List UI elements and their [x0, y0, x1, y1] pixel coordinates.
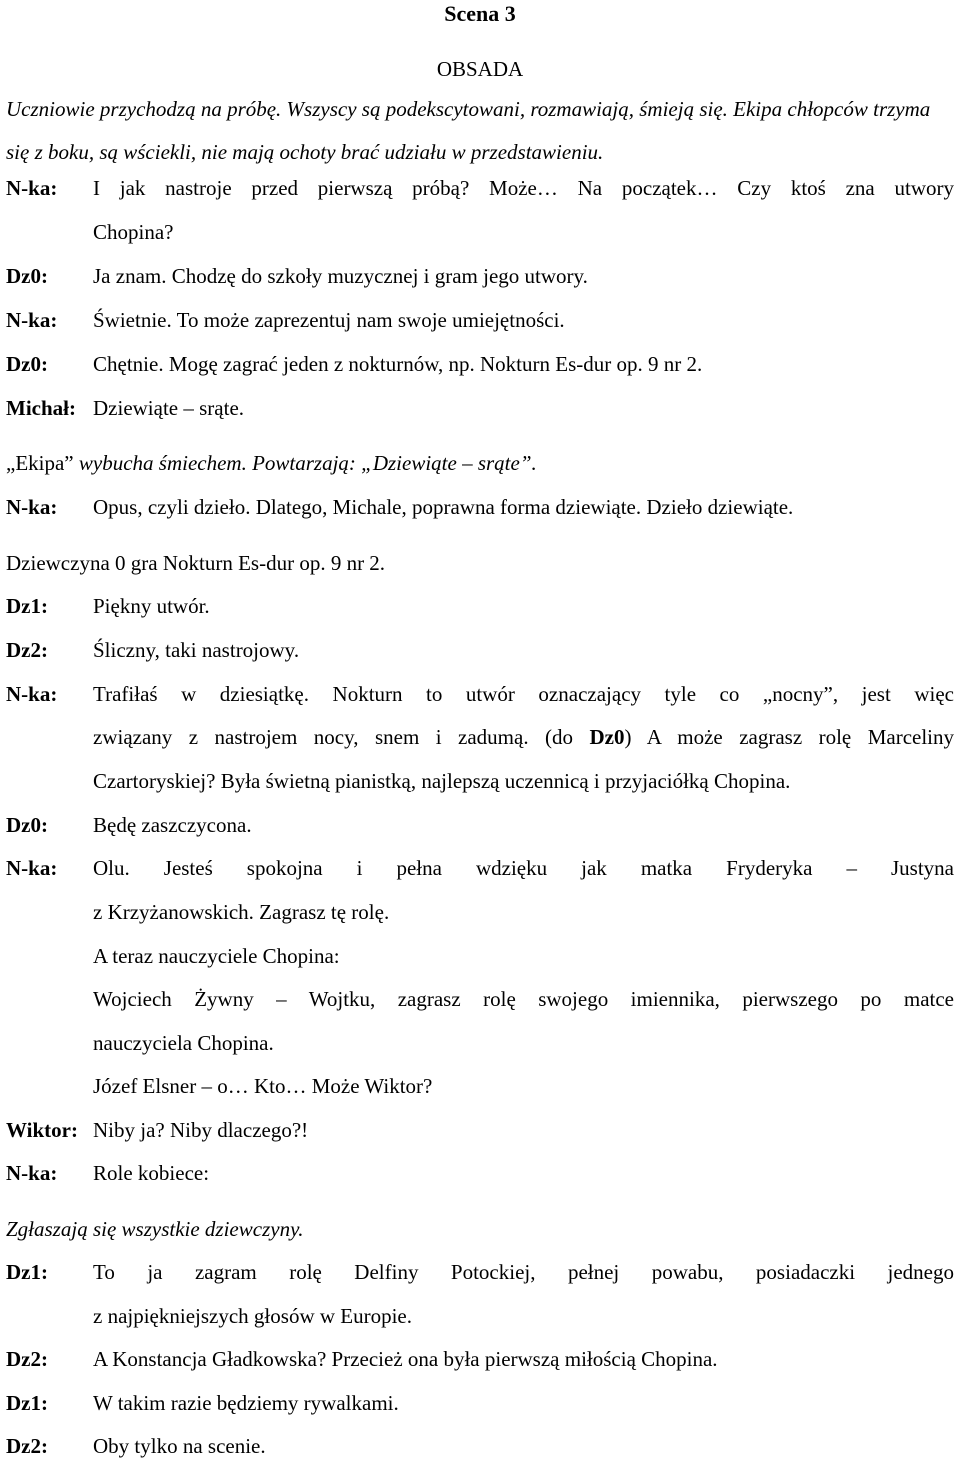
speaker: Dz1: — [6, 1260, 48, 1284]
dialogue-line — [6, 1116, 954, 1144]
line-text: Będę zaszczycona. — [93, 813, 252, 837]
stage-direction-part: wybucha śmiechem. Powtarzają: „Dziewiąte – srąte”. — [78, 451, 537, 475]
dialogue-line — [6, 592, 954, 620]
line-continuation: Czartoryskiej? Była świetną pianistką, najlepszą uczennicą i przyjaciółką Chopina. — [93, 769, 791, 793]
speaker: N-ka: — [6, 856, 58, 880]
dialogue-line — [6, 306, 954, 334]
dialogue-line — [6, 1345, 954, 1373]
speaker: N-ka: — [6, 176, 58, 200]
line-text: Oby tylko na scenie. — [93, 1434, 266, 1458]
line-continuation: Wojciech Żywny – Wojtku, zagrasz rolę swojego imiennika, pierwszego po matce — [93, 987, 954, 1011]
speaker: Dz0: — [6, 813, 48, 837]
scene-title: Scena 3 — [444, 1, 516, 26]
dialogue-line — [6, 350, 954, 378]
line-text: Role kobiece: — [93, 1161, 210, 1185]
line-continuation: z najpiękniejszych głosów w Europie. — [93, 1304, 412, 1328]
cast-heading: OBSADA — [436, 57, 524, 81]
dialogue-line — [6, 1159, 954, 1187]
dialogue-line — [6, 394, 954, 422]
dialogue-line — [6, 854, 954, 882]
speaker: Dz1: — [6, 594, 48, 618]
speaker: Dz2: — [6, 638, 48, 662]
line-continuation: A teraz nauczyciele Chopina: — [93, 944, 340, 968]
stage-direction: Zgłaszają się wszystkie dziewczyny. — [6, 1217, 304, 1241]
line-text: A Konstancja Gładkowska? Przecież ona była pierwszą miłością Chopina. — [93, 1347, 718, 1371]
dialogue-line — [6, 493, 954, 521]
stage-direction: Dziewczyna 0 gra Nokturn Es-dur op. 9 nr 2. — [6, 551, 386, 575]
speaker: Dz2: — [6, 1434, 48, 1458]
speaker: Dz0: — [6, 352, 48, 376]
line-text: Trafiłaś w dziesiątkę. Nokturn to utwór oznaczający tyle co „nocny”, jest więc — [93, 682, 954, 706]
line-text: Chętnie. Mogę zagrać jeden z nokturnów, np. Nokturn Es-dur op. 9 nr 2. — [93, 352, 703, 376]
speaker: Dz0: — [6, 264, 48, 288]
line-text: Opus, czyli dzieło. Dlatego, Michale, poprawna forma dziewiąte. Dzieło dziewiąte. — [93, 495, 794, 519]
speaker: N-ka: — [6, 1161, 58, 1185]
line-text: W takim razie będziemy rywalkami. — [93, 1391, 399, 1415]
speaker-ref: Dz0 — [589, 725, 625, 749]
line-text: Piękny utwór. — [93, 594, 210, 618]
dialogue-line — [6, 1258, 954, 1286]
dialogue-line — [6, 680, 954, 708]
line-continuation: z Krzyżanowskich. Zagrasz tę rolę. — [93, 900, 390, 924]
dialogue-line — [6, 262, 954, 290]
line-continuation: Józef Elsner – o… Kto… Może Wiktor? — [93, 1074, 433, 1098]
stage-direction-intro: Uczniowie przychodzą na próbę. Wszyscy są podekscytowani, rozmawiają, śmieją się. Ekipa chłopców trzyma się z boku, są wściekli, nie mają ochoty brać udziału w przedstawieniu. — [6, 97, 931, 164]
line-text: Olu. Jesteś spokojna i pełna wdzięku jak matka Fryderyka – Justyna — [93, 856, 954, 880]
speaker: Michał: — [6, 396, 76, 420]
dialogue-line — [6, 174, 954, 202]
stage-direction-part: „Ekipa” — [6, 451, 79, 475]
speaker: Wiktor: — [6, 1118, 78, 1142]
line-continuation: Chopina? — [93, 220, 174, 244]
stage-direction — [6, 449, 954, 477]
speaker: N-ka: — [6, 682, 58, 706]
line-text: ) A może zagrasz rolę Marceliny — [624, 725, 955, 749]
speaker: N-ka: — [6, 308, 58, 332]
line-text: Świetnie. To może zaprezentuj nam swoje umiejętności. — [93, 308, 565, 332]
speaker: Dz2: — [6, 1347, 48, 1371]
line-text: Śliczny, taki nastrojowy. — [93, 638, 300, 662]
dialogue-line — [6, 811, 954, 839]
line-text: To ja zagram rolę Delfiny Potockiej, pełnej powabu, posiadaczki jednego — [93, 1260, 954, 1284]
line-text: Dziewiąte – srąte. — [93, 396, 245, 420]
speaker: Dz1: — [6, 1391, 48, 1415]
line-text: związany z nastrojem nocy, snem i zadumą. (do — [93, 725, 590, 749]
line-continuation: nauczyciela Chopina. — [93, 1031, 274, 1055]
line-text: Niby ja? Niby dlaczego?! — [93, 1118, 309, 1142]
line-text: Ja znam. Chodzę do szkoły muzycznej i gram jego utwory. — [93, 264, 588, 288]
dialogue-line — [6, 636, 954, 664]
dialogue-line — [6, 1389, 954, 1417]
speaker: N-ka: — [6, 495, 58, 519]
line-text: I jak nastroje przed pierwszą próbą? Może… Na początek… Czy ktoś zna utwory — [93, 176, 954, 200]
line-continuation — [93, 723, 954, 751]
dialogue-line — [6, 1432, 954, 1460]
